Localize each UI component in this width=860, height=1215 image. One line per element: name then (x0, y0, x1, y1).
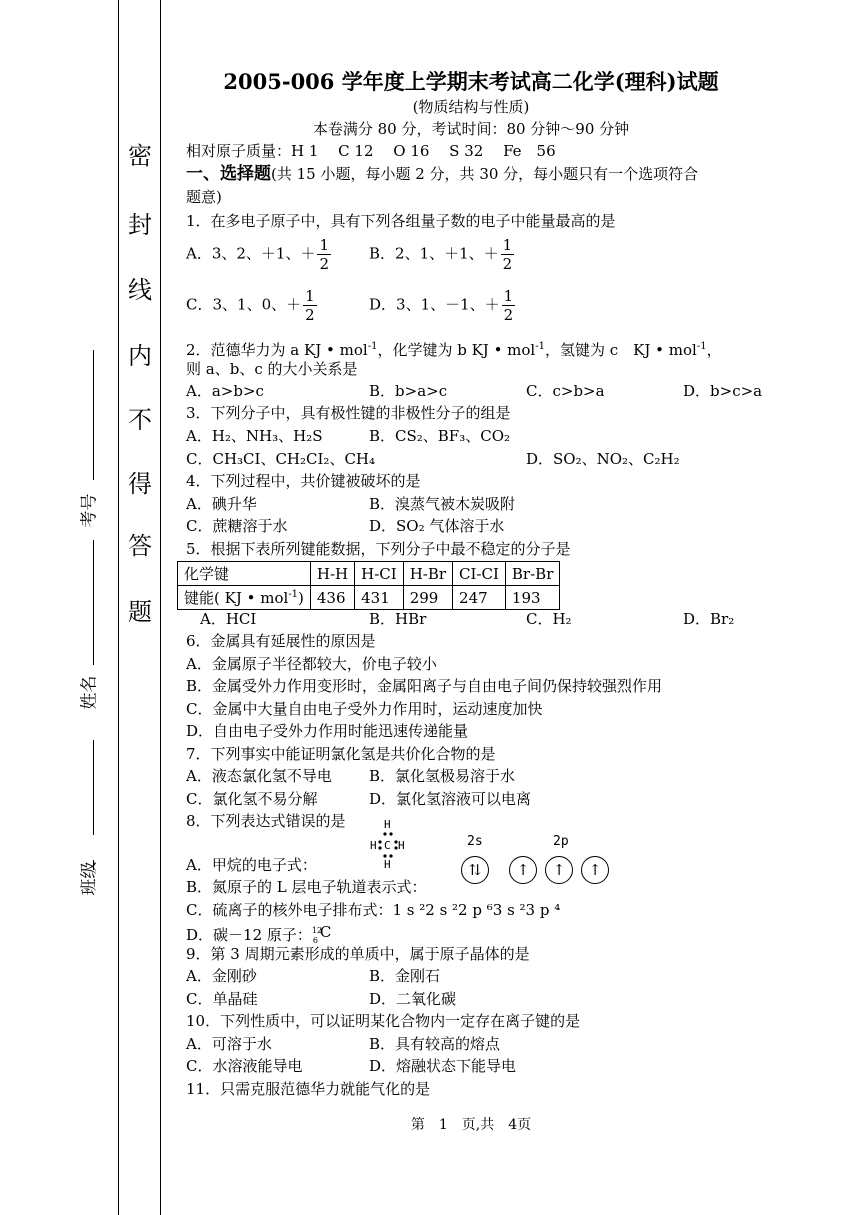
orbital-label-2p: 2p (553, 834, 569, 849)
q8-option-a[interactable]: A．甲烷的电子式： (186, 856, 317, 874)
seal-char-6: 得 (128, 470, 152, 498)
q2-part2: ，化学键为 b KJ • mol (377, 341, 536, 359)
q10-option-b[interactable]: B．具有较高的熔点 (369, 1035, 501, 1053)
q5-option-c[interactable]: C．H₂ (526, 610, 572, 628)
c-atom: C (384, 839, 391, 852)
q1-a-text: A．3、2、＋1、＋ (186, 244, 316, 263)
section1-heading: 一、选择题 (186, 164, 271, 184)
q1-stem: 1．在多电子原子中，具有下列各组量子数的电子中能量最高的是 (186, 212, 616, 230)
q1-option-b[interactable] (369, 236, 514, 273)
orbital-2s-box: ⇅ (461, 856, 489, 884)
q8-option-c[interactable]: C．硫离子的核外电子排布式：1 s ²2 s ²2 p ⁶3 s ²3 p ⁴ (186, 901, 561, 919)
q4-option-c[interactable]: C．蔗糖溶于水 (186, 517, 288, 535)
q1-option-d[interactable] (369, 287, 515, 324)
q8-option-d[interactable] (186, 922, 332, 945)
q6-stem: 6．金属具有延展性的原因是 (186, 632, 376, 650)
q1-option-c[interactable] (186, 287, 317, 324)
q7-option-c[interactable]: C．氯化氢不易分解 (186, 790, 318, 808)
q3-option-d[interactable]: D．SO₂、NO₂、C₂H₂ (526, 450, 680, 468)
isotope-mass: 12 (311, 926, 323, 935)
kaohao-label: 考号 (79, 493, 100, 528)
frac-den: 2 (319, 255, 330, 273)
q9-stem: 9．第 3 周期元素形成的单质中，属于原子晶体的是 (186, 945, 530, 963)
frac-den: 2 (502, 255, 513, 273)
q7-option-d[interactable]: D．氯化氢溶液可以电离 (369, 790, 532, 808)
q8-option-b[interactable]: B．氮原子的 L 层电子轨道表示式： (186, 878, 427, 896)
seal-char-4: 内 (128, 342, 152, 370)
banji-label: 班级 (79, 861, 100, 896)
seal-char-8: 题 (128, 598, 152, 626)
q10-option-d[interactable]: D．熔融状态下能导电 (369, 1057, 517, 1075)
q1-d-frac (502, 287, 516, 324)
q4-option-a[interactable]: A．碘升华 (186, 495, 257, 513)
seal-char-5: 不 (128, 406, 152, 434)
bond-energy-table (177, 561, 560, 610)
electron-dots (368, 818, 408, 870)
q1-option-a[interactable] (186, 236, 331, 273)
q9-option-b[interactable]: B．金刚石 (369, 967, 441, 985)
q1-c-text: C．3、1、0、＋ (186, 295, 302, 314)
section1-desc2: 题意) (186, 188, 222, 206)
q6-option-d[interactable]: D．自由电子受外力作用时能迅速传递能量 (186, 722, 469, 740)
table-cell: 431 (355, 586, 404, 610)
page-footer: 第 1 页,共 4页 (410, 1117, 532, 1133)
xingming-line[interactable] (93, 540, 94, 665)
q4-option-b[interactable]: B．溴蒸气被木炭吸附 (369, 495, 516, 513)
xingming-label: 姓名 (79, 675, 100, 710)
atomic-mass: 相对原子质量：H 1 C 12 O 16 S 32 Fe 56 (186, 142, 556, 160)
bond-energy-label: 键能( KJ • mol (184, 589, 289, 607)
q10-option-a[interactable]: A．可溶于水 (186, 1035, 272, 1053)
q3-option-a[interactable]: A．H₂、NH₃、H₂S (186, 427, 323, 445)
section1 (186, 164, 698, 184)
table-cell: CI-CI (453, 562, 506, 586)
h-atom-bottom: H (384, 858, 391, 871)
q3-option-c[interactable]: C．CH₃CI、CH₂CI₂、CH₄ (186, 450, 376, 468)
q2-sup2: -1 (535, 341, 545, 352)
table-cell: 299 (403, 586, 452, 610)
q6-option-a[interactable]: A．金属原子半径都较大，价电子较小 (186, 655, 437, 673)
frac-num: 1 (305, 287, 315, 305)
q7-option-a[interactable]: A．液态氯化氢不导电 (186, 767, 332, 785)
frac-num: 1 (503, 287, 514, 305)
kaohao-line[interactable] (93, 350, 94, 480)
q5-stem: 5．根据下表所列键能数据，下列分子中最不稳定的分子是 (186, 540, 571, 558)
q2-option-a[interactable]: A．a>b>c (186, 382, 264, 400)
exam-title: 2005-006 学年度上学期末考试高二化学(理科)试题 (223, 69, 719, 94)
q1-d-text: D．3、1、－1、＋ (369, 295, 500, 314)
q2-stem (186, 337, 722, 360)
isotope-z: 6 (312, 936, 318, 945)
bond-energy-close: ) (298, 589, 304, 607)
q1-a-frac (317, 236, 331, 273)
q1-b-frac (501, 236, 515, 273)
q4-option-d[interactable]: D．SO₂ 气体溶于水 (369, 517, 505, 535)
q1-c-frac (303, 287, 317, 324)
frac-den: 2 (305, 306, 315, 324)
q3-stem: 3．下列分子中，具有极性键的非极性分子的组是 (186, 404, 511, 422)
seal-char-3: 线 (128, 276, 152, 304)
q2-stem2: 则 a、b、c 的大小关系是 (186, 360, 358, 378)
banji-line[interactable] (93, 740, 94, 835)
table-cell: H-H (310, 562, 354, 586)
q6-option-c[interactable]: C．金属中大量自由电子受外力作用时，运动速度加快 (186, 700, 543, 718)
seal-char-2: 封 (128, 211, 152, 239)
q1-b-text: B．2、1、＋1、＋ (369, 244, 499, 263)
q9-option-d[interactable]: D．二氧化碳 (369, 990, 457, 1008)
q2-part4: ， (706, 341, 722, 359)
h-atom-left: H (370, 839, 377, 852)
table-cell: 193 (505, 586, 559, 610)
q2-sup3: -1 (696, 341, 707, 352)
q7-stem: 7．下列事实中能证明氯化氢是共价化合物的是 (186, 745, 496, 763)
orbital-label-2s: 2s (467, 834, 483, 849)
isotope-symbol: C (319, 923, 332, 941)
table-cell: H-CI (355, 562, 404, 586)
q11-stem: 11．只需克服范德华力就能气化的是 (186, 1080, 431, 1098)
table-cell: H-Br (403, 562, 452, 586)
table-header-cell: 化学键 (178, 562, 311, 586)
q5-option-a[interactable]: A．HCI (200, 610, 257, 628)
q2-sup1: -1 (367, 341, 378, 352)
q2-part1: 2．范德华力为 a KJ • mol (186, 341, 368, 359)
q10-stem: 10．下列性质中，可以证明某化合物内一定存在离子键的是 (186, 1012, 581, 1030)
q7-option-b[interactable]: B．氯化氢极易溶于水 (369, 767, 516, 785)
seal-char-1: 密 (128, 142, 152, 170)
q3-option-b[interactable]: B．CS₂、BF₃、CO₂ (369, 427, 511, 445)
bond-energy-sup: -1 (288, 589, 299, 600)
binding-line-right (160, 0, 161, 1215)
h-atom-top: H (384, 818, 391, 831)
exam-subtitle: (物质结构与性质) (412, 98, 530, 116)
frac-den: 2 (503, 306, 514, 324)
q8-stem: 8．下列表达式错误的是 (186, 812, 346, 830)
exam-info: 本卷满分 80 分，考试时间：80 分钟～90 分钟 (312, 120, 630, 138)
q9-option-c[interactable]: C．单晶硅 (186, 990, 258, 1008)
q5-option-b[interactable]: B．HBr (369, 610, 427, 628)
seal-char-7: 答 (128, 532, 152, 560)
table-row (178, 586, 560, 610)
methane-electron-formula (368, 818, 408, 870)
q2-part3: ，氢键为 c KJ • mol (544, 341, 697, 359)
h-atom-right: H (398, 839, 405, 852)
q10-option-c[interactable]: C．水溶液能导电 (186, 1057, 303, 1075)
frac-num: 1 (319, 236, 330, 254)
q2-option-b[interactable]: B．b>a>c (369, 382, 448, 400)
frac-num: 1 (502, 236, 513, 254)
table-header-cell (178, 586, 311, 610)
orbital-2p-box-2: ↑ (545, 856, 573, 884)
section1-desc: (共 15 小题，每小题 2 分，共 30 分，每小题只有一个选项符合 (271, 165, 699, 183)
table-cell: Br-Br (505, 562, 559, 586)
table-row (178, 562, 560, 586)
isotope-notation (311, 922, 332, 945)
q2-option-d[interactable]: D．b>c>a (683, 382, 763, 400)
table-cell: 247 (453, 586, 506, 610)
q8-d-text: D．碳－12 原子： (186, 926, 312, 944)
binding-line-left (118, 0, 119, 1215)
q9-option-a[interactable]: A．金刚砂 (186, 967, 257, 985)
orbital-2p-box-1: ↑ (509, 856, 537, 884)
table-cell: 436 (310, 586, 354, 610)
q2-option-c[interactable]: C．c>b>a (526, 382, 605, 400)
q4-stem: 4．下列过程中，共价键被破坏的是 (186, 472, 421, 490)
orbital-2p-box-3: ↑ (581, 856, 609, 884)
q5-option-d[interactable]: D．Br₂ (683, 610, 735, 628)
q6-option-b[interactable]: B．金属受外力作用变形时，金属阳离子与自由电子间仍保持较强烈作用 (186, 677, 663, 695)
